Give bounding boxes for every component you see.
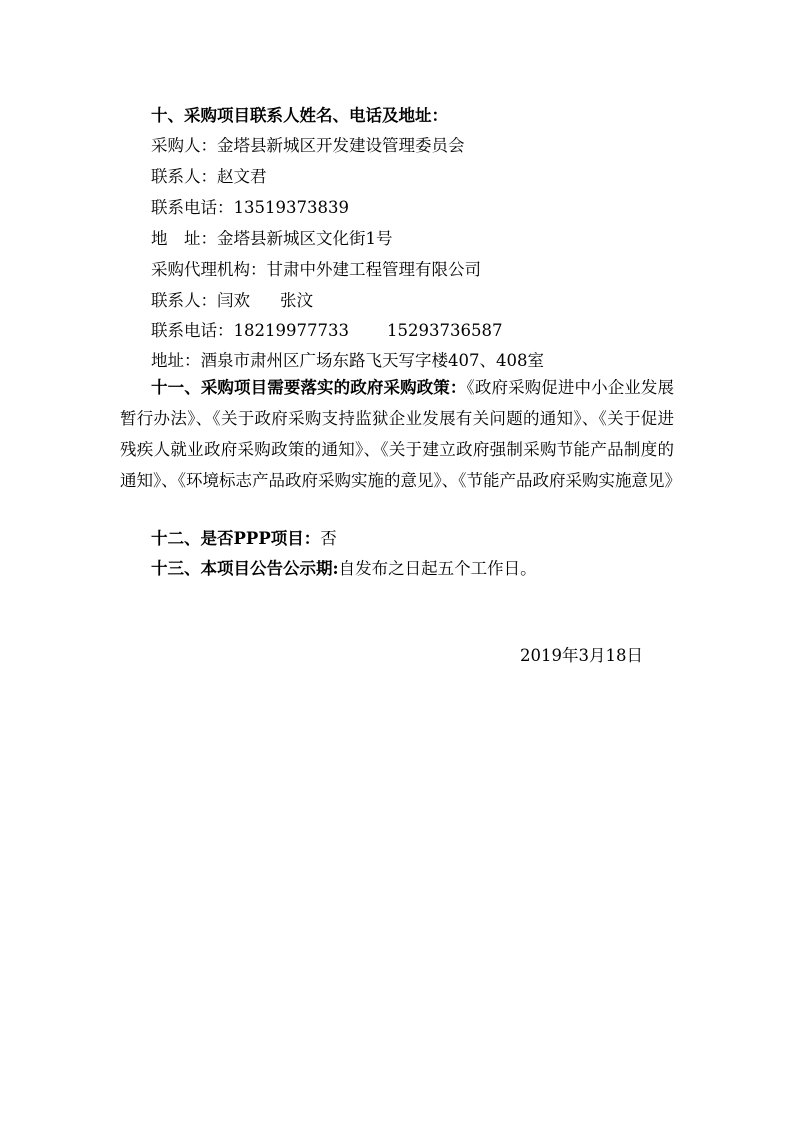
address-label: 地 址： bbox=[151, 229, 217, 248]
agency-phone-2: 15293736587 bbox=[386, 321, 503, 340]
purchaser-value: 金塔县新城区开发建设管理委员会 bbox=[217, 136, 465, 155]
phone-label: 联系电话： bbox=[151, 198, 234, 217]
section-11-heading: 十一、采购项目需要落实的政府采购政策： bbox=[151, 378, 467, 397]
phone-line bbox=[151, 197, 349, 219]
purchaser-line bbox=[151, 135, 465, 157]
purchaser-label: 采购人： bbox=[151, 136, 217, 155]
address-line bbox=[151, 228, 393, 250]
agency-contact-1: 闫欢 bbox=[217, 291, 250, 310]
agency-phone-1: 18219977733 bbox=[233, 321, 349, 340]
agency-contact-line bbox=[151, 290, 313, 312]
contact-line bbox=[151, 166, 267, 188]
section-12-line bbox=[151, 528, 337, 550]
agency-address-line bbox=[151, 350, 544, 372]
agency-phone-line bbox=[151, 320, 502, 342]
phone-value: 13519373839 bbox=[233, 198, 349, 217]
document-date: 2019年3月18日 bbox=[520, 646, 643, 665]
agency-contact-label: 联系人： bbox=[151, 291, 217, 310]
section-13-heading: 十三、本项目公告公示期: bbox=[151, 559, 339, 578]
section-11-paragraph bbox=[120, 372, 681, 496]
address-value: 金塔县新城区文化街1号 bbox=[217, 229, 393, 248]
contact-value: 赵文君 bbox=[217, 167, 267, 186]
agency-phone-label: 联系电话： bbox=[151, 321, 234, 340]
agency-address-label: 地址： bbox=[151, 351, 201, 370]
contact-label: 联系人： bbox=[151, 167, 217, 186]
section-13-value: 自发布之日起五个工作日。 bbox=[338, 559, 537, 578]
section-12-value: 否 bbox=[320, 529, 337, 548]
agency-line bbox=[151, 259, 481, 281]
section-13-line bbox=[151, 558, 537, 580]
section-11-body: 《政府采购促进中小企业发展暂行办法》、《关于政府采购支持监狱企业发展有关问题的通知》、《关于促进残疾人就业政府采购政策的通知》、《关于建立政府强制采购节能产品制度的通知》、《环境标志产品政府采购实施的意见》、《节能产品政府采购实施意见》 bbox=[120, 378, 681, 490]
section-10-heading: 十、采购项目联系人姓名、电话及地址： bbox=[151, 106, 448, 125]
agency-contact-2: 张汶 bbox=[280, 291, 313, 310]
agency-label: 采购代理机构： bbox=[151, 260, 267, 279]
agency-address-value: 酒泉市肃州区广场东路飞天写字楼407、408室 bbox=[200, 351, 544, 370]
section-12-heading: 十二、是否PPP项目： bbox=[151, 529, 321, 548]
agency-value: 甘肃中外建工程管理有限公司 bbox=[266, 260, 481, 279]
